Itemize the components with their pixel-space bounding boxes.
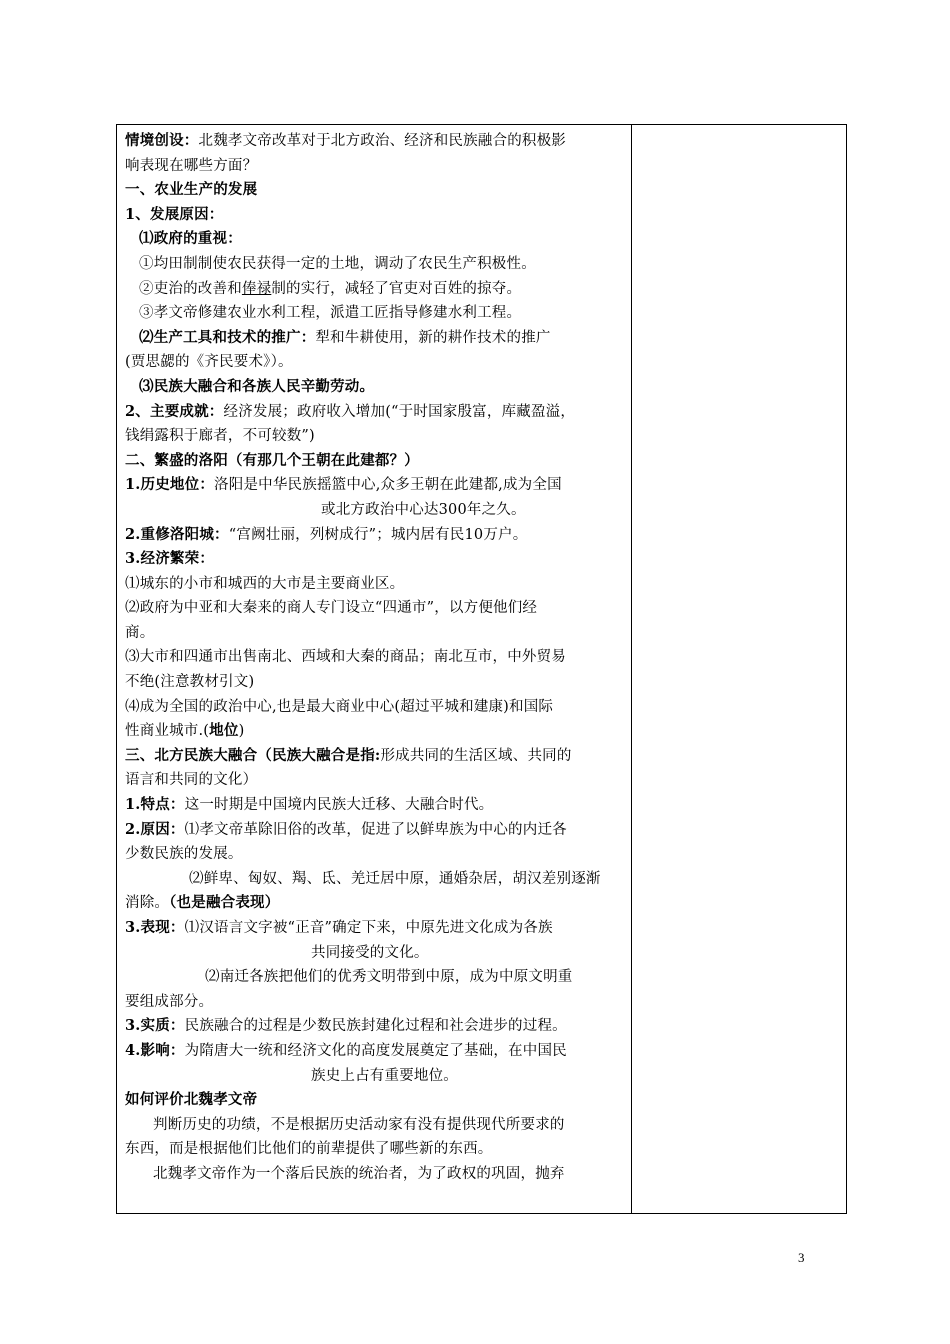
line-24-tail: ): [238, 723, 245, 740]
main-column: [117, 125, 632, 1213]
line-24-text: 性商业城市.(: [125, 723, 210, 740]
line-4-bold: ⑴政府的重视：: [139, 230, 242, 248]
line-37-bold: 4.影响：: [125, 1041, 185, 1059]
line-28: [125, 818, 625, 843]
line-35-text: 要组成部分。: [125, 993, 214, 1010]
line-21: [125, 645, 625, 670]
section-heading-3: 三、北方民族大融合（民族大融合是指:: [125, 746, 381, 764]
line-23: [125, 695, 625, 720]
line-1-text: 响表现在哪些方面？: [125, 157, 258, 174]
line-41-text: 东西，而是根据他们比他们的前辈提供了哪些新的东西。: [125, 1141, 493, 1158]
line-25-text: 形成共同的生活区域、共同的: [380, 747, 572, 764]
section-heading-1: 一、农业生产的发展: [125, 181, 258, 199]
line-15-text: 或北方政治中心达300年之久。: [321, 501, 526, 518]
line-20-text: 商。: [125, 624, 155, 641]
line-36-bold: 3.实质：: [125, 1017, 185, 1035]
line-8-text: 犁和牛耕使用，新的耕作技术的推广: [315, 329, 551, 346]
line-15: [125, 498, 625, 523]
line-32-text: ⑴汉语言文字被“正音”确定下来，中原先进文化成为各族: [184, 920, 553, 936]
line-9-text: (贾思勰的《齐民要术》）。: [125, 354, 293, 371]
line-13: [125, 449, 625, 474]
line-17: [125, 547, 625, 572]
underlined-term: 俸禄: [241, 280, 272, 297]
line-0-text: 北魏孝文帝改革对于北方政治、经济和民族融合的积极影: [198, 133, 566, 149]
line-34-text: ⑵南迁各族把他们的优秀文明带到中原，成为中原文明重: [205, 969, 573, 986]
line-30: [125, 867, 625, 892]
line-30-text: ⑵鲜卑、匈奴、羯、氐、羌迁居中原，通婚杂居，胡汉差别逐渐: [189, 870, 601, 887]
line-11-text: 经济发展；政府收入增加(“于时国家殷富，库藏盈溢，: [223, 403, 576, 420]
line-10: [125, 375, 625, 400]
line-24: [125, 719, 625, 744]
line-12: [125, 424, 625, 449]
line-33: [125, 941, 625, 966]
line-27-text: 这一时期是中国境内民族大迁移、大融合时代。: [184, 797, 494, 814]
line-14: [125, 473, 625, 498]
line-6-text: ②吏治的改善和俸禄制的实行，减轻了官吏对百姓的掠夺。: [139, 280, 522, 297]
line-37: [125, 1039, 625, 1064]
line-14-text: 洛阳是中华民族摇篮中心,众多王朝在此建都,成为全国: [214, 477, 562, 494]
line-38-text: 族史上占有重要地位。: [311, 1067, 458, 1084]
line-35: [125, 990, 625, 1015]
line-26: [125, 768, 625, 793]
line-24-bold: 地位: [209, 722, 239, 740]
line-3: [125, 203, 625, 228]
line-9: [125, 350, 625, 375]
line-5: [125, 252, 625, 277]
line-26-text: 语言和共同的文化）: [125, 772, 258, 789]
line-11: [125, 400, 625, 425]
line-23-text: ⑷成为全国的政治中心,也是最大商业中心(超过平城和建康)和国际: [125, 698, 554, 715]
line-0-bold: 情境创设：: [125, 132, 199, 149]
line-32: [125, 916, 625, 941]
line-28-text: ⑴孝文帝革除旧俗的改革，促进了以鲜卑族为中心的内迁各: [184, 821, 567, 838]
line-1: [125, 154, 625, 179]
line-37-text: 为隋唐大一统和经济文化的高度发展奠定了基础，在中国民: [184, 1042, 567, 1059]
line-28-bold: 2.原因：: [125, 820, 185, 838]
line-7-text: ③孝文帝修建农业水利工程，派遣工匠指导修建水利工程。: [139, 305, 522, 322]
page-number: 3: [798, 1250, 805, 1265]
line-14-bold: 1.历史地位：: [125, 476, 215, 494]
line-31-bold: （也是融合表现）: [169, 894, 280, 912]
line-18-text: ⑴城东的小市和城西的大市是主要商业区。: [125, 575, 405, 592]
line-42: [125, 1162, 625, 1187]
line-12-text: 钱绢露积于廊者，不可较数”): [125, 428, 315, 445]
line-19: [125, 596, 625, 621]
line-16-bold: 2.重修洛阳城：: [125, 525, 229, 543]
line-39: [125, 1088, 625, 1113]
line-40: [125, 1113, 625, 1138]
line-36-text: 民族融合的过程是少数民族封建化过程和社会进步的过程。: [184, 1018, 567, 1035]
line-32-bold: 3.表现：: [125, 919, 185, 936]
notes-column: [632, 125, 846, 1213]
line-11-bold: 2、主要成就：: [125, 402, 224, 420]
line-22: [125, 670, 625, 695]
line-31: [125, 891, 625, 916]
line-17-bold: 3.经济繁荣：: [125, 550, 215, 568]
line-20: [125, 621, 625, 646]
line-40-text: 判断历史的功绩，不是根据历史活动家有没有提供现代所要求的: [153, 1116, 565, 1133]
line-22-text: 不绝(注意教材引文): [125, 674, 255, 691]
line-7: [125, 301, 625, 326]
line-8: [125, 326, 625, 351]
content-table: [116, 124, 847, 1214]
line-10-bold: ⑶民族大融合和各族人民辛勤劳动。: [139, 377, 375, 395]
line-33-text: 共同接受的文化。: [311, 944, 429, 961]
section-heading-2: 二、繁盛的洛阳（有那几个王朝在此建都？）: [125, 451, 419, 469]
line-2: [125, 178, 625, 203]
line-16-text: “宫阙壮丽，列树成行”；城内居有民10万户。: [228, 526, 528, 543]
line-8-bold: ⑵生产工具和技术的推广：: [139, 328, 316, 346]
line-38: [125, 1064, 625, 1089]
line-5-text: ①均田制制使农民获得一定的土地，调动了农民生产积极性。: [139, 255, 536, 272]
line-25: [125, 744, 625, 769]
line-4: [125, 227, 625, 252]
line-3-bold: 1、发展原因：: [125, 205, 224, 223]
line-27-bold: 1.特点：: [125, 796, 185, 814]
line-0: [125, 129, 625, 154]
line-31-text: 消除。: [125, 895, 170, 912]
line-42-text: 北魏孝文帝作为一个落后民族的统治者，为了政权的巩固，抛弃: [153, 1165, 565, 1182]
line-21-text: ⑶大市和四通市出售南北、西域和大秦的商品；南北互市，中外贸易: [125, 649, 566, 666]
line-19-text: ⑵政府为中亚和大秦来的商人专门设立“四通市”，以方便他们经: [125, 600, 538, 617]
line-27: [125, 793, 625, 818]
line-29-text: 少数民族的发展。: [125, 846, 243, 863]
section-heading-4: 如何评价北魏孝文帝: [125, 1091, 258, 1109]
line-18: [125, 572, 625, 597]
line-16: [125, 523, 625, 548]
line-6: [125, 277, 625, 302]
line-29: [125, 842, 625, 867]
line-34: [125, 965, 625, 990]
line-41: [125, 1137, 625, 1162]
line-36: [125, 1014, 625, 1039]
